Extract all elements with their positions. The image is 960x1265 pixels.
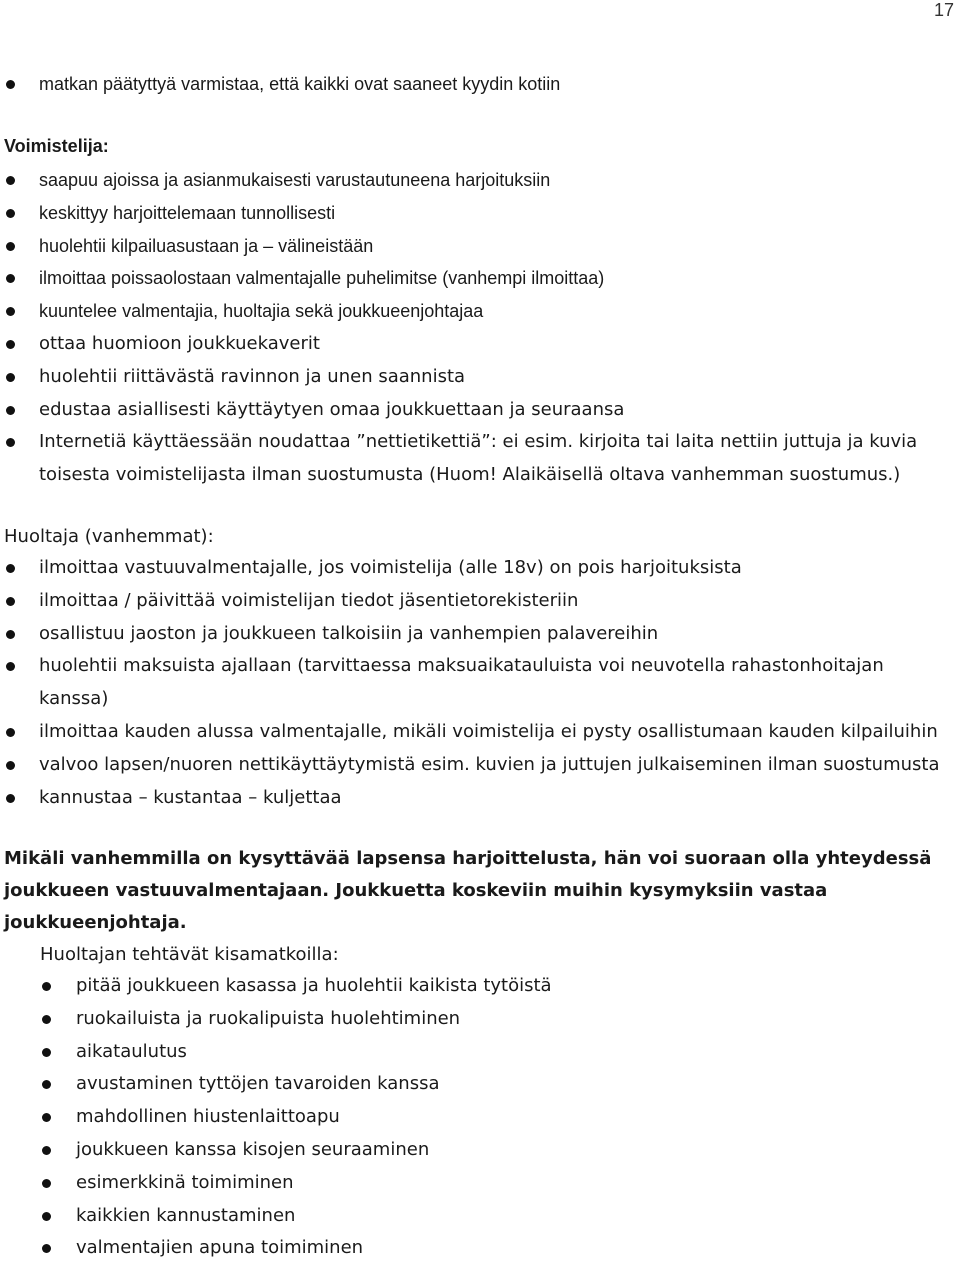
list-item: keskittyy harjoittelemaan tunnollisesti [0, 197, 940, 230]
list-item: ruokailuista ja ruokalipuista huolehtiminen [0, 1003, 940, 1036]
page-number: 17 [933, 0, 954, 20]
list-item: aikataulutus [0, 1036, 940, 1069]
list-item: kuuntelee valmentajia, huoltajia sekä joukkueenjohtajaa [0, 295, 940, 328]
list-item: valvoo lapsen/nuoren nettikäyttäytymistä esim. kuvien ja juttujen julkaiseminen ilman suostumusta [0, 749, 940, 782]
list-item: joukkueen kanssa kisojen seuraaminen [0, 1134, 940, 1167]
list-item: ilmoittaa vastuuvalmentajalle, jos voimistelija (alle 18v) on pois harjoituksista [0, 552, 940, 585]
gymnast-list [0, 164, 940, 492]
list-item: matkan päätyttyä varmistaa, että kaikki ovat saaneet kyydin kotiin [0, 68, 940, 101]
list-item: kannustaa – kustantaa – kuljettaa [0, 782, 940, 815]
list-item: huolehtii kilpailuasustaan ja – välineistään [0, 230, 940, 263]
list-item: ilmoittaa / päivittää voimistelijan tiedot jäsentietorekisteriin [0, 585, 940, 618]
list-item: huolehtii riittävästä ravinnon ja unen saannista [0, 361, 940, 394]
list-item: edustaa asiallisesti käyttäytyen omaa joukkuettaan ja seuraansa [0, 394, 940, 427]
list-item: osallistuu jaoston ja joukkueen talkoisiin ja vanhempien palavereihin [0, 618, 940, 651]
list-item: pitää joukkueen kasassa ja huolehtii kaikista tytöistä [0, 970, 940, 1003]
list-item: huolehtii maksuista ajallaan (tarvittaessa maksuaikatauluista voi neuvotella rahastonhoitajan kanssa) [0, 650, 940, 716]
list-item: mahdollinen hiustenlaittoapu [0, 1101, 940, 1134]
list-item: kaikkien kannustaminen [0, 1200, 940, 1233]
list-item: esimerkkinä toimiminen [0, 1167, 940, 1200]
trip-duties-heading: Huoltajan tehtävät kisamatkoilla: [40, 944, 339, 965]
list-item: ottaa huomioon joukkuekaverit [0, 328, 940, 361]
list-item: valmentajien apuna toimiminen [0, 1232, 940, 1265]
gymnast-heading: Voimistelija: [4, 136, 109, 156]
guardian-heading: Huoltaja (vanhemmat): [4, 526, 214, 547]
list-item: ilmoittaa poissaolostaan valmentajalle puhelimitse (vanhempi ilmoittaa) [0, 262, 940, 295]
guardian-list [0, 552, 940, 814]
list-item: ilmoittaa kauden alussa valmentajalle, mikäli voimistelija ei pysty osallistumaan kauden kilpailuihin [0, 716, 940, 749]
list-item: saapuu ajoissa ja asianmukaisesti varustautuneena harjoituksiin [0, 164, 940, 197]
top-list [0, 68, 940, 101]
list-item: avustaminen tyttöjen tavaroiden kanssa [0, 1068, 940, 1101]
notice-paragraph: Mikäli vanhemmilla on kysyttävää lapsensa harjoittelusta, hän voi suoraan olla yhteydessä joukkueen vastuuvalmentajaan. Joukkuetta koskeviin muihin kysymyksiin vastaa joukkueenjohtaja. [4, 848, 932, 933]
trip-duties-list [0, 970, 940, 1265]
list-item: Internetiä käyttäessään noudattaa ”nettietikettiä”: ei esim. kirjoita tai laita nettiin juttuja ja kuvia toisesta voimistelijasta ilman suostumusta (Huom! Alaikäisellä oltava vanhemman suostumus.) [0, 426, 940, 492]
